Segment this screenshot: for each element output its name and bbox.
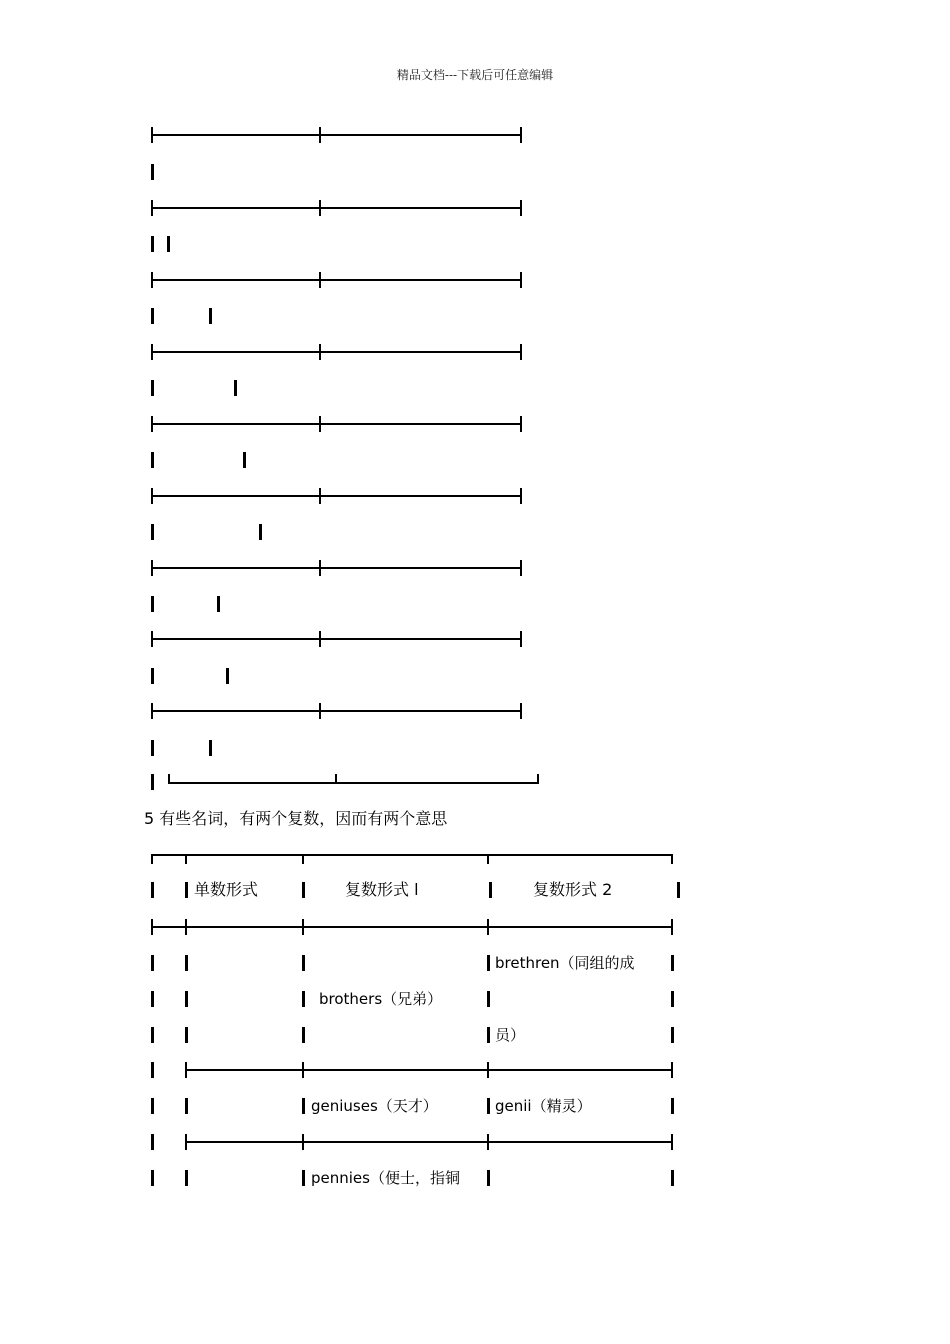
cell-plural1: pennies（便士，指铜 bbox=[311, 1169, 460, 1187]
header-singular: 单数形式 bbox=[194, 880, 259, 899]
upper-bar bbox=[226, 668, 229, 684]
upper-bar bbox=[151, 596, 154, 612]
cell-plural1: brothers（兄弟） bbox=[319, 990, 443, 1008]
upper-bar bbox=[243, 452, 246, 468]
cell-plural2-line1: brethren（同组的成 bbox=[495, 954, 635, 972]
upper-bar bbox=[234, 380, 237, 396]
upper-bar bbox=[151, 668, 154, 684]
page-header: 精品文档---下载后可任意编辑 bbox=[396, 68, 554, 82]
upper-bar bbox=[217, 596, 220, 612]
header-plural-1: 复数形式 l bbox=[345, 880, 419, 899]
upper-bar bbox=[167, 236, 170, 252]
upper-bar bbox=[259, 524, 262, 540]
upper-bar bbox=[151, 164, 154, 180]
upper-bar bbox=[209, 308, 212, 324]
upper-bar bbox=[151, 380, 154, 396]
upper-bar bbox=[151, 308, 154, 324]
upper-bar bbox=[151, 524, 154, 540]
upper-bar bbox=[151, 236, 154, 252]
upper-bar bbox=[209, 740, 212, 756]
cell-plural1: geniuses（天才） bbox=[311, 1097, 438, 1115]
upper-bar bbox=[151, 740, 154, 756]
upper-bar bbox=[151, 452, 154, 468]
cell-plural2: genii（精灵） bbox=[495, 1097, 592, 1115]
cell-plural2-line2: 员） bbox=[495, 1026, 526, 1044]
header-plural-2: 复数形式 2 bbox=[533, 880, 613, 899]
section-heading: 5 有些名词，有两个复数，因而有两个意思 bbox=[144, 809, 448, 828]
